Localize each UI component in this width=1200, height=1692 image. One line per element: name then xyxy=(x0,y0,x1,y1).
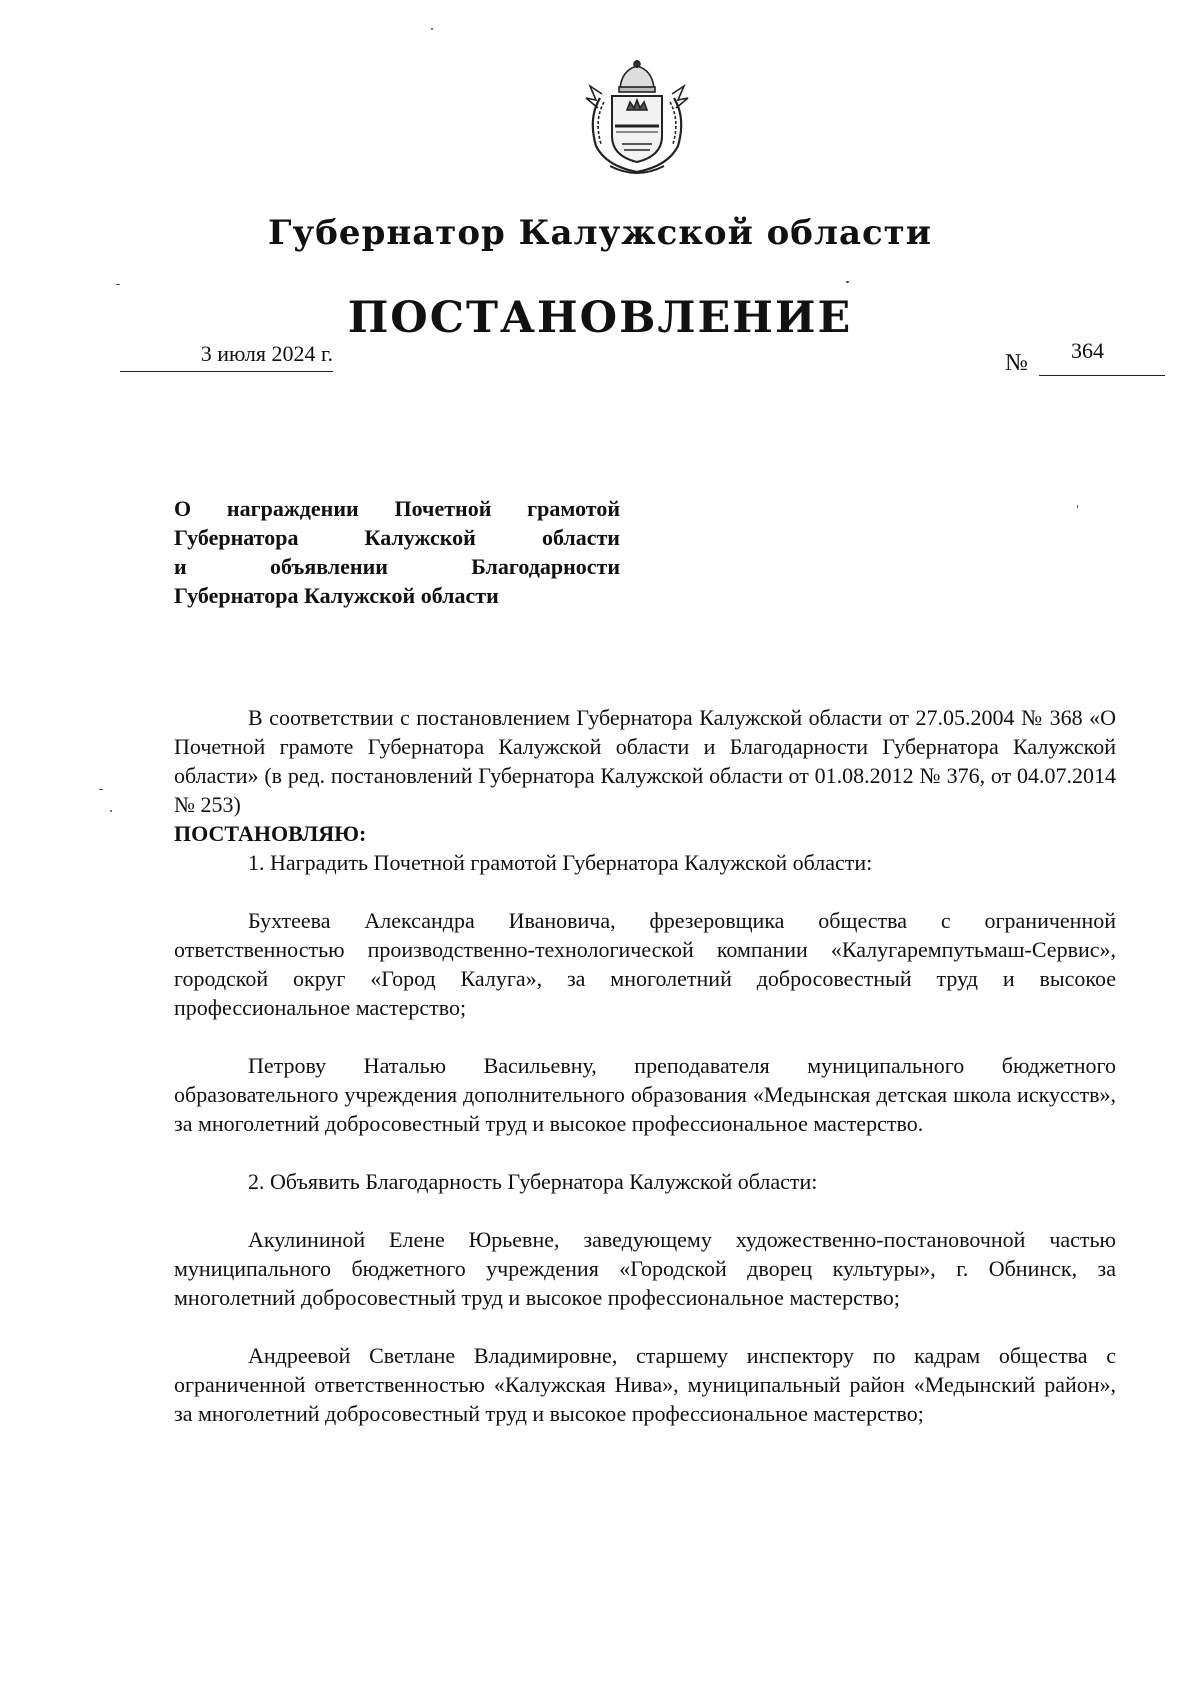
document-subject xyxy=(174,494,620,610)
document-date: 3 июля 2024 г. xyxy=(120,341,333,372)
scan-speck xyxy=(431,28,433,30)
item-2-heading: 2. Объявить Благодарность Губернатора Калужской области: xyxy=(248,1169,818,1194)
decree-word: ПОСТАНОВЛЯЮ: xyxy=(174,821,367,846)
awardee-paragraph: Петрову Наталью Васильевну, преподавателя муниципального бюджетного образовательного учреждения дополнительного образования «Медынская детская школа искусств», за многолетний добросовестный труд и высокое профессиональное мастерство. xyxy=(174,1053,1116,1136)
subject-line: и объявлении Благодарности xyxy=(174,554,620,579)
subject-line: Губернатора Калужской области xyxy=(174,525,620,550)
gratitude-paragraph: Акулининой Елене Юрьевне, заведующему художественно-постановочной частью муниципального бюджетного учреждения «Городской дворец культуры», г. Обнинск, за многолетний добросовестный труд и высокое профессиональное мастерство; xyxy=(174,1227,1116,1310)
document-type-title: ПОСТАНОВЛЕНИЕ xyxy=(347,293,853,343)
number-sign: № xyxy=(1005,350,1028,376)
scan-speck xyxy=(846,281,849,283)
document-number: 364 xyxy=(1071,338,1104,363)
scan-speck xyxy=(1077,505,1078,508)
document-body xyxy=(174,703,1116,1428)
scan-speck xyxy=(99,789,103,790)
scan-speck xyxy=(110,810,112,812)
number-underline xyxy=(1039,375,1165,376)
document-number-field xyxy=(1005,338,1165,378)
preamble-paragraph: В соответствии с постановлением Губернатора Калужской области от 27.05.2004 № 368 «О Почетной грамоте Губернатора Калужской области и Благодарности Губернатора Калужской области» (в ред. постановлений Губернатора Калужской области от 01.08.2012 № 376, от 04.07.2014 № 253) xyxy=(174,705,1116,817)
awardee-paragraph: Бухтеева Александра Ивановича, фрезеровщика общества с ограниченной ответственностью производственно-технологической компании «Калугаремпутьмаш-Сервис», городской округ «Город Калуга», за многолетний добросовестный труд и высокое профессиональное мастерство; xyxy=(174,908,1116,1020)
kaluga-coat-of-arms-icon xyxy=(582,58,692,178)
subject-line: О награждении Почетной грамотой xyxy=(174,496,620,521)
item-1-heading: 1. Наградить Почетной грамотой Губернатора Калужской области: xyxy=(248,850,873,875)
subject-line: Губернатора Калужской области xyxy=(174,583,499,608)
gratitude-paragraph: Андреевой Светлане Владимировне, старшему инспектору по кадрам общества с ограниченной ответственностью «Калужская Нива», муниципальный район «Медынский район», за многолетний добросовестный труд и высокое профессиональное мастерство; xyxy=(174,1343,1116,1426)
issuing-authority: Губернатор Калужской области xyxy=(268,213,932,253)
scan-speck xyxy=(116,284,120,285)
